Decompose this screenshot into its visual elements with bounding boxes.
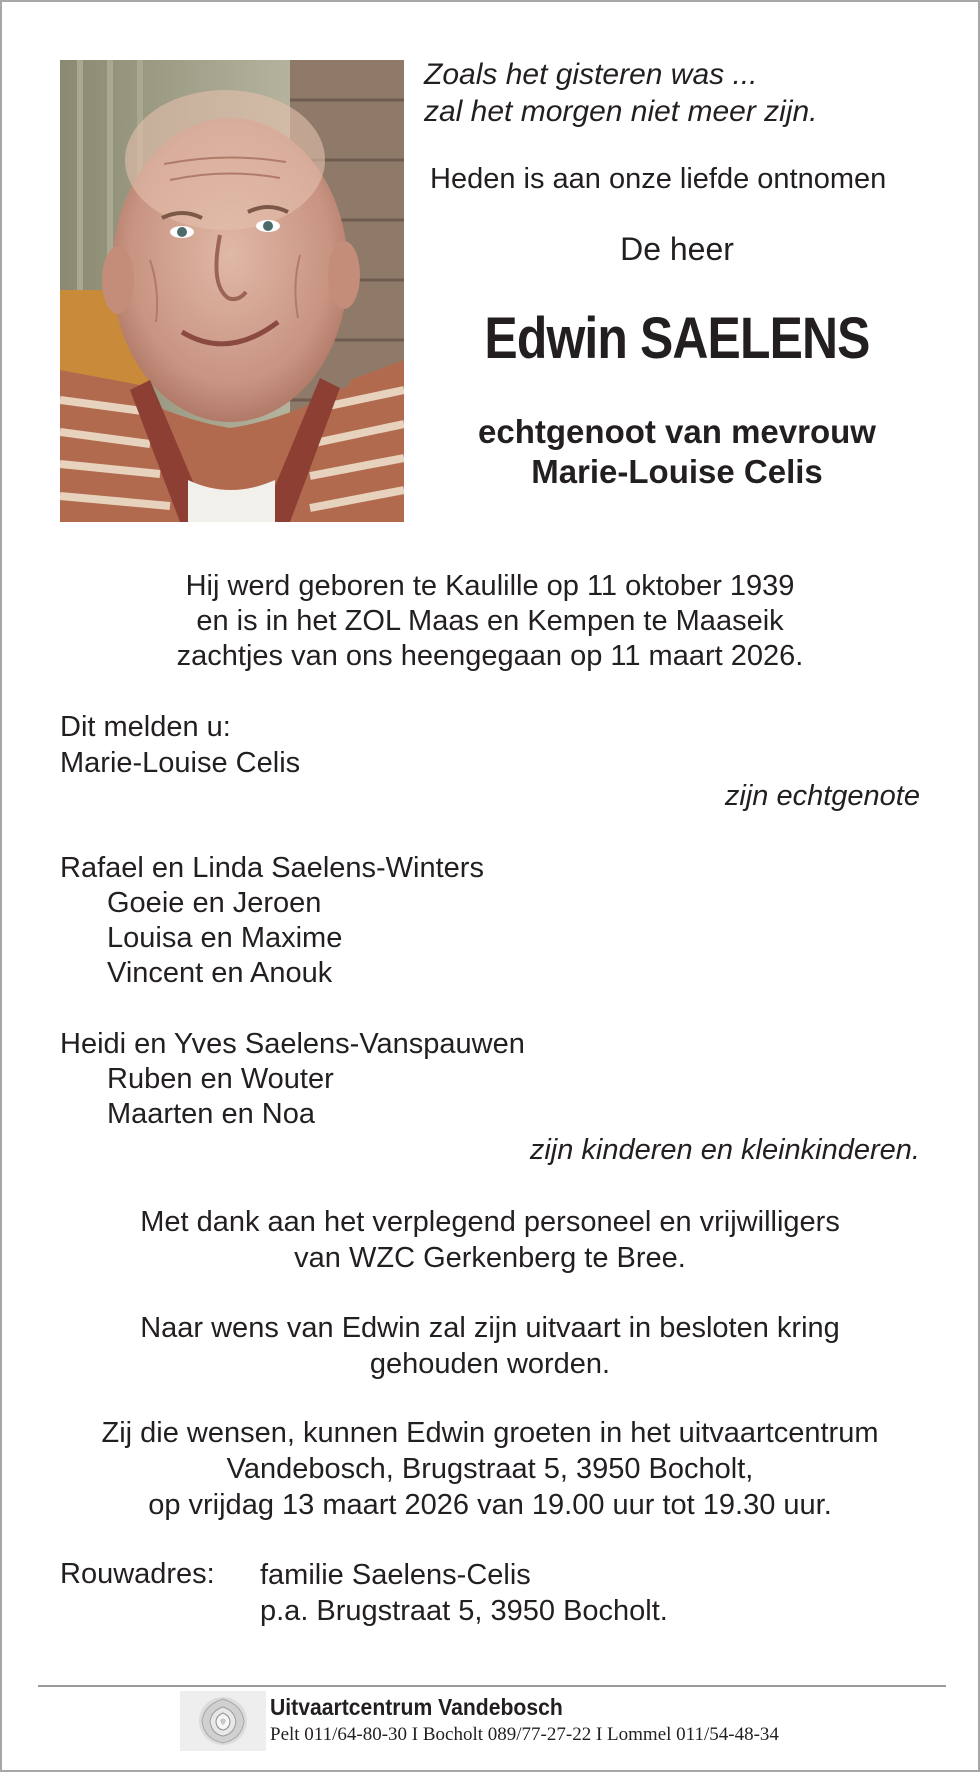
address-label: Rouwadres: xyxy=(60,1558,215,1590)
portrait-photo xyxy=(60,60,404,522)
thanks-text xyxy=(2,1204,978,1276)
family-member: Goeie en Jeroen xyxy=(107,887,322,919)
funeral-home-phones: Pelt 011/64-80-30 I Bocholt 089/77-27-22 I Lommel 011/54-48-34 xyxy=(270,1724,779,1745)
birth-line: zachtjes van ons heengegaan op 11 maart 2026. xyxy=(176,640,804,672)
announcement: Heden is aan onze liefde ontnomen xyxy=(430,163,887,195)
family-head: Heidi en Yves Saelens-Vanspauwen xyxy=(60,1028,525,1060)
poem-line-1: Zoals het gisteren was ... xyxy=(424,58,758,91)
visitation-line: Vandebosch, Brugstraat 5, 3950 Bocholt, xyxy=(226,1453,754,1485)
salutation: De heer xyxy=(620,231,734,267)
thanks-line: Met dank aan het verplegend personeel en vrijwilligers xyxy=(140,1206,840,1238)
visitation-line: op vrijdag 13 maart 2026 van 19.00 uur tot 19.30 uur. xyxy=(148,1489,832,1521)
family-member: Ruben en Wouter xyxy=(107,1063,334,1095)
footer-divider xyxy=(38,1685,946,1687)
birth-line: en is in het ZOL Maas en Kempen te Maaseik xyxy=(196,605,784,637)
visitation-line: Zij die wensen, kunnen Edwin groeten in het uitvaartcentrum xyxy=(101,1417,879,1449)
wish-line: gehouden worden. xyxy=(369,1348,611,1380)
visitation-text xyxy=(2,1415,978,1523)
funeral-home-name: Uitvaartcentrum Vandebosch xyxy=(270,1694,563,1720)
funeral-wish-text xyxy=(2,1310,978,1382)
family-member: Louisa en Maxime xyxy=(107,922,343,954)
birth-death-text xyxy=(2,569,978,674)
deceased-name: Edwin SAELENS xyxy=(484,306,870,371)
family-role: zijn kinderen en kleinkinderen. xyxy=(529,1134,920,1166)
rose-icon xyxy=(180,1691,266,1751)
address-line: p.a. Brugstraat 5, 3950 Bocholt. xyxy=(260,1595,668,1627)
thanks-line: van WZC Gerkenberg te Bree. xyxy=(294,1242,686,1274)
spouse-line-2: Marie-Louise Celis xyxy=(531,453,823,490)
mourning-address xyxy=(260,1557,668,1629)
family-member: Maarten en Noa xyxy=(107,1098,315,1130)
notify-block xyxy=(60,709,300,781)
family-member: Vincent en Anouk xyxy=(107,957,333,989)
birth-line: Hij werd geboren te Kaulille op 11 oktober 1939 xyxy=(185,570,795,602)
spouse-of xyxy=(412,412,942,492)
spouse-role: zijn echtgenote xyxy=(724,780,920,812)
notify-spouse-name: Marie-Louise Celis xyxy=(60,747,301,779)
family-group xyxy=(60,851,484,991)
family-group xyxy=(60,1027,525,1132)
notify-intro: Dit melden u: xyxy=(60,711,231,743)
address-line: familie Saelens-Celis xyxy=(260,1559,531,1591)
family-head: Rafael en Linda Saelens-Winters xyxy=(60,852,484,884)
poem xyxy=(424,56,818,130)
spouse-line-1: echtgenoot van mevrouw xyxy=(478,413,876,450)
wish-line: Naar wens van Edwin zal zijn uitvaart in besloten kring xyxy=(140,1312,840,1344)
poem-line-2: zal het morgen niet meer zijn. xyxy=(424,95,818,128)
